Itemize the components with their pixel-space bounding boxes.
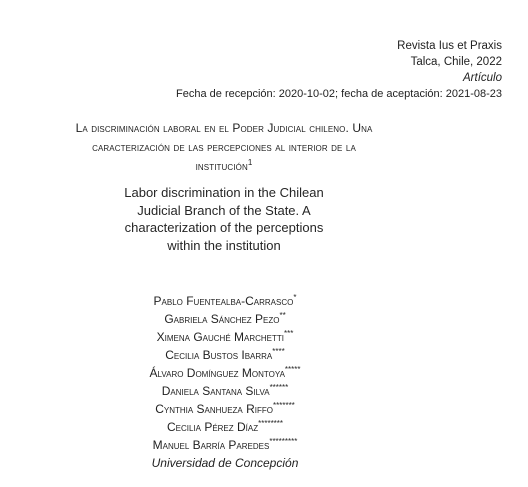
title-line-1: La discriminación laboral en el Poder Judicial chileno. Una — [75, 121, 373, 135]
author-footnote-mark: **** — [272, 347, 285, 356]
author-name: Pablo Fuentealba-Carrasco — [153, 294, 294, 308]
english-title-line-2: Judicial Branch of the State. A — [137, 202, 311, 218]
journal-name: Revista Ius et Praxis — [397, 40, 502, 52]
article-type: Artículo — [463, 72, 502, 84]
article-title — [28, 119, 420, 176]
author-entry — [60, 292, 390, 310]
author-footnote-mark: * — [293, 293, 297, 302]
author-footnote-mark: *** — [284, 329, 294, 338]
title-line-3 — [28, 157, 420, 176]
author-footnote-mark: ********* — [269, 437, 298, 446]
author-name: Cecilia Pérez Díaz — [166, 420, 259, 434]
english-title — [76, 184, 372, 254]
author-footnote-mark: ** — [279, 311, 286, 320]
author-footnote-mark: ***** — [284, 365, 301, 374]
author-name: Ximena Gauché Marchetti — [156, 330, 284, 344]
author-entry — [60, 364, 390, 382]
english-title-line-1: Labor discrimination in the Chilean — [124, 185, 324, 200]
author-name: Álvaro Domínguez Montoya — [149, 366, 285, 380]
author-entry — [60, 400, 390, 418]
author-name: Daniela Santana Silva — [161, 384, 270, 398]
english-title-line-4: within the institution — [167, 237, 281, 253]
author-list — [60, 292, 390, 472]
reception-dates: Fecha de recepción: 2020-10-02; fecha de aceptación: 2021-08-23 — [176, 88, 502, 100]
author-entry — [60, 328, 390, 346]
journal-place-year: Talca, Chile, 2022 — [410, 56, 502, 68]
title-line-2: caracterización de las percepciones al interior de la — [92, 140, 356, 154]
author-footnote-mark: ******* — [273, 401, 295, 410]
author-name: Cecilia Bustos Ibarra — [165, 348, 273, 362]
author-footnote-mark: ******** — [258, 419, 284, 428]
author-entry — [60, 418, 390, 436]
journal-info — [397, 38, 502, 86]
author-entry — [60, 436, 390, 454]
author-name: Manuel Barría Paredes — [152, 438, 270, 452]
author-entry — [60, 382, 390, 400]
author-name: Cynthia Sanhueza Riffo — [155, 402, 273, 416]
english-title-line-3: characterization of the perceptions — [124, 220, 324, 235]
author-entry — [60, 310, 390, 328]
university-affiliation: Universidad de Concepción — [151, 456, 299, 470]
title-line-3-text: institución — [195, 159, 248, 173]
author-entry — [60, 346, 390, 364]
title-footnote-mark: 1 — [247, 158, 253, 167]
author-footnote-mark: ****** — [269, 383, 289, 392]
author-name: Gabriela Sánchez Pezo — [164, 312, 280, 326]
